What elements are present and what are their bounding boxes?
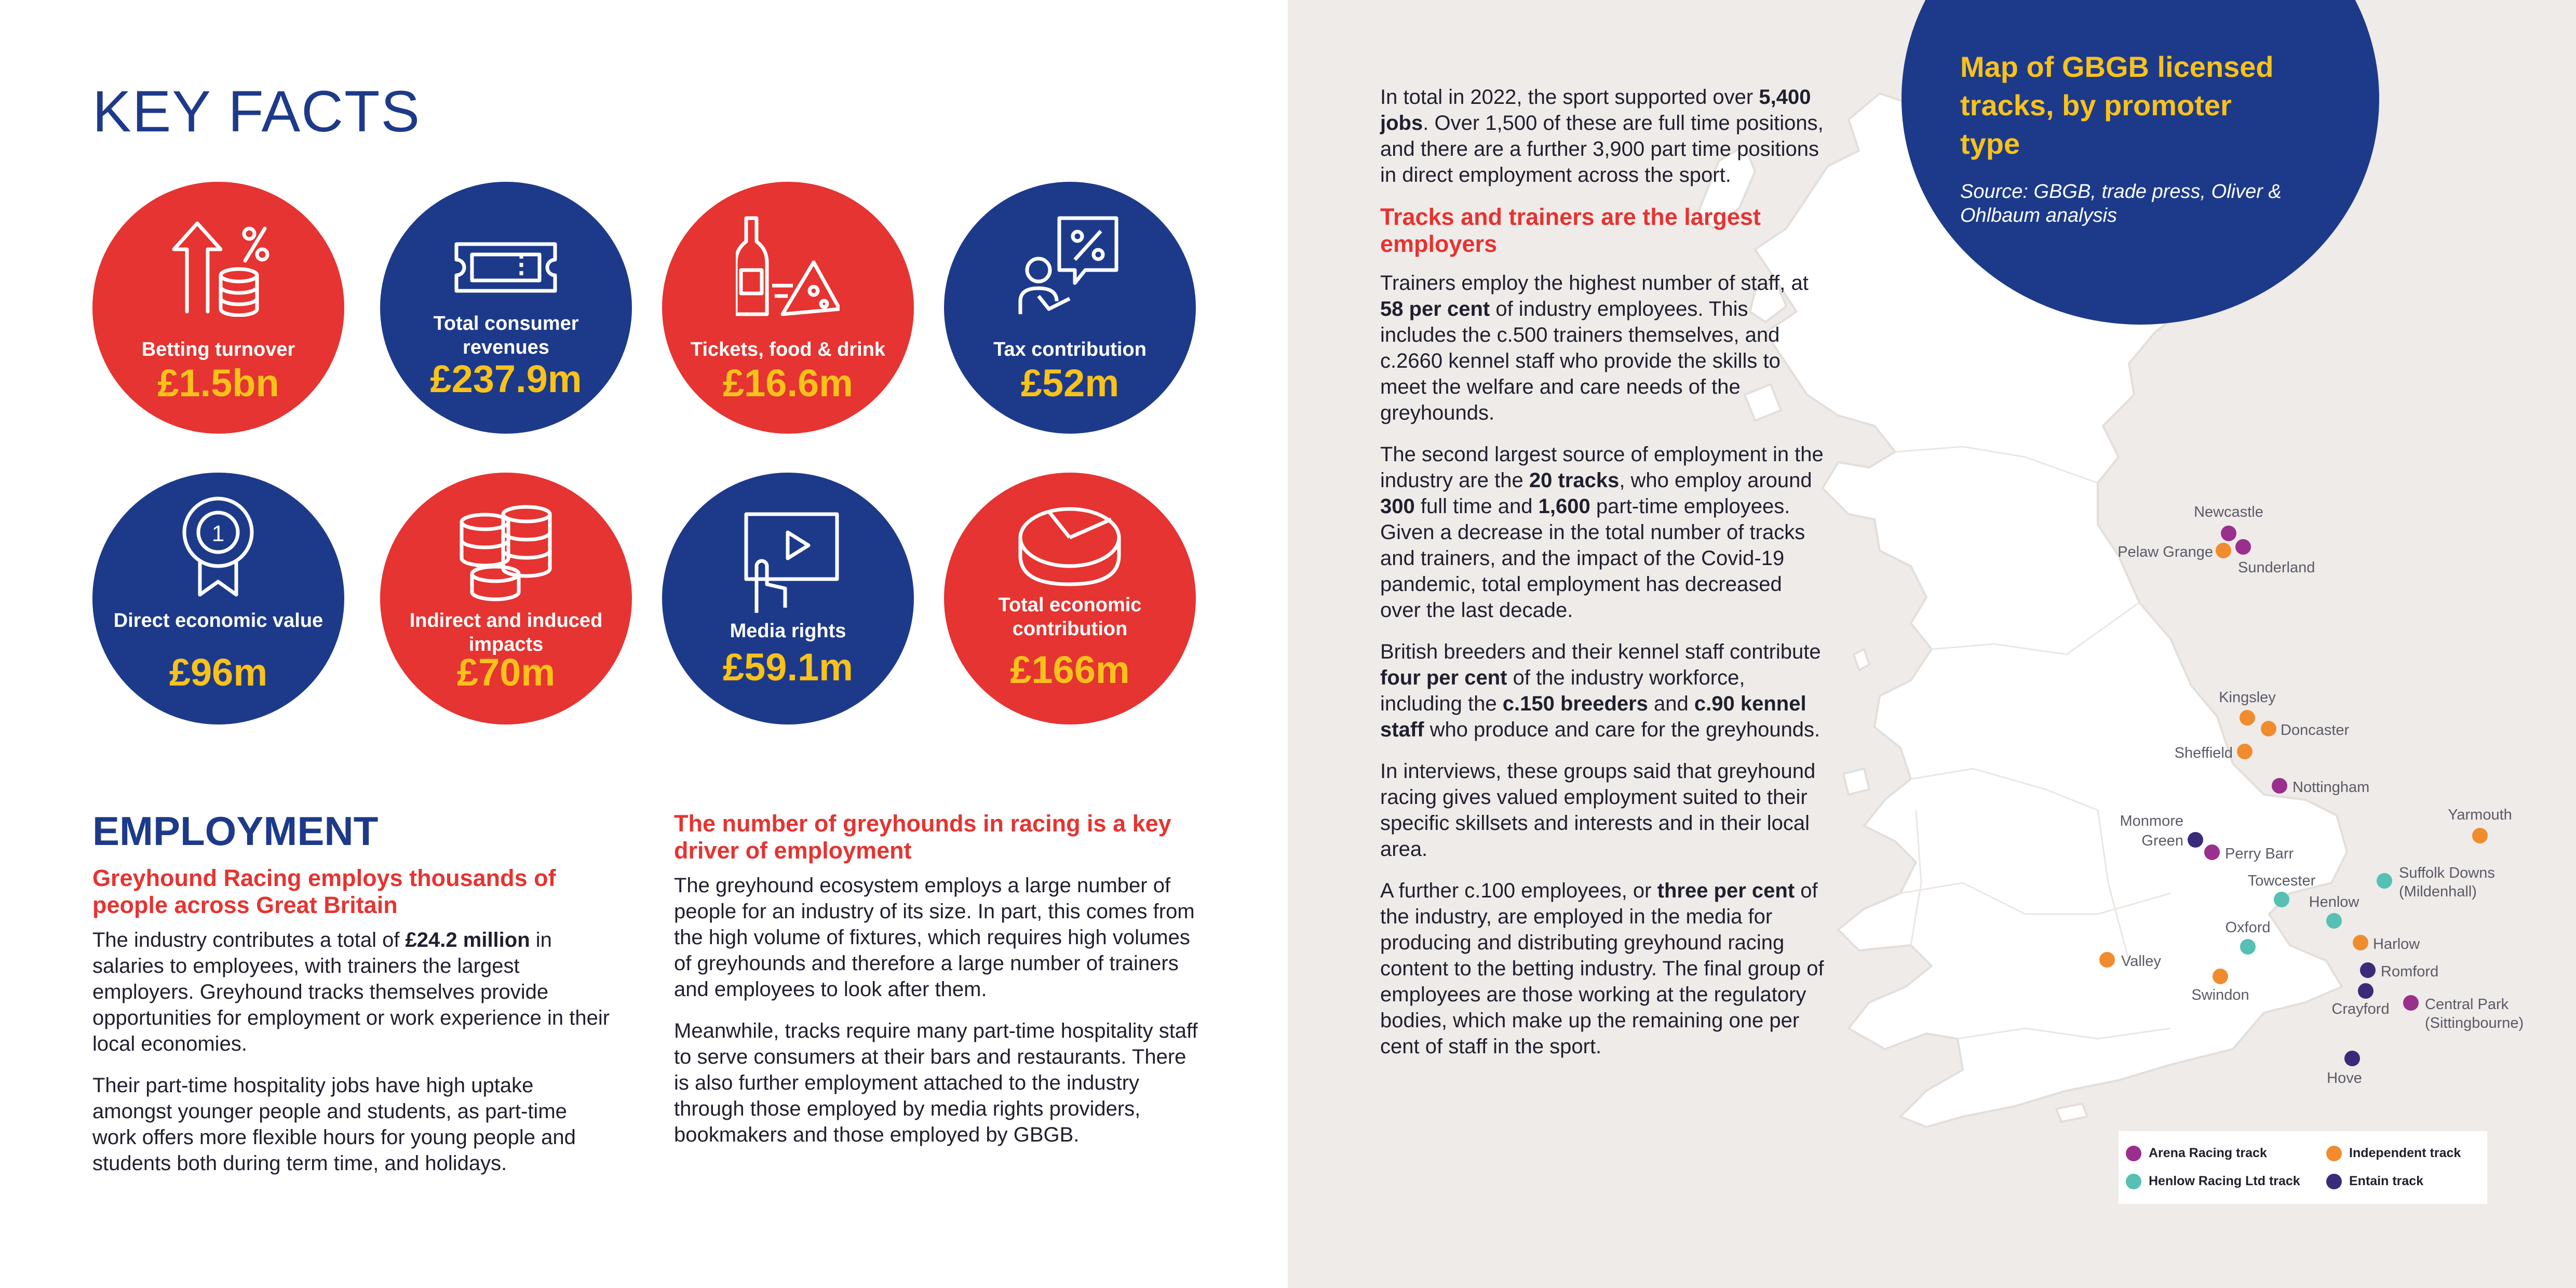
- track-label: Doncaster: [2281, 722, 2350, 739]
- pie-chart-icon: [1018, 499, 1122, 602]
- track-label: Perry Barr: [2225, 846, 2294, 862]
- fact-tickets-food-drink: [662, 182, 914, 434]
- tracks-trainers-subheading: Tracks and trainers are the largest employers: [1380, 204, 1761, 257]
- track-label: Newcastle: [2194, 504, 2263, 520]
- fact-label: Tickets, food & drink: [690, 339, 886, 360]
- coins-icon: [454, 501, 558, 605]
- track-dot-suffolk-downs-mildenhall: [2377, 873, 2392, 889]
- track-label: Valley: [2121, 953, 2161, 970]
- track-label: Sunderland: [2238, 559, 2315, 576]
- legend-dot-independent: [2326, 1146, 2342, 1161]
- track-dot-central-park-sittingbourne: [2403, 995, 2419, 1011]
- fact-label: Tax contribution: [993, 339, 1147, 360]
- right-column-body: [1380, 84, 1827, 1075]
- track-dot-pelaw-grange: [2216, 543, 2231, 558]
- legend-entain: Entain track: [2326, 1174, 2423, 1189]
- tax-speech-icon: [1018, 213, 1122, 317]
- intro-paragraph: In total in 2022, the sport supported over 5,400 jobs. Over 1,500 of these are full time positions, and there are a further 3,900 part time positions in direct employment across the sport.: [1380, 86, 1824, 186]
- track-dot-sheffield: [2237, 744, 2253, 759]
- legend-arena: Arena Racing track: [2126, 1146, 2267, 1161]
- ticket-icon: [454, 213, 558, 317]
- track-label: Suffolk Downs: [2399, 865, 2495, 881]
- fact-media-rights: [662, 473, 914, 725]
- fact-betting-turnover: [92, 182, 344, 434]
- fact-label: Betting turnover: [141, 339, 295, 360]
- track-dot-sunderland: [2235, 539, 2251, 555]
- track-label: Oxford: [2225, 919, 2271, 936]
- legend-henlow: Henlow Racing Ltd track: [2126, 1174, 2300, 1189]
- fact-value: £166m: [1010, 648, 1130, 691]
- island-man: [1854, 649, 1869, 670]
- svg-text:1: 1: [211, 521, 225, 546]
- trainers-paragraph: Trainers employ the highest number of staff, at 58 per cent of industry employees. This includes the c.500 trainers themselves, and c.2660 kennel staff who provide the skills to meet the welfare and care needs of the greyhounds.: [1380, 272, 1809, 424]
- track-label: (Sittingbourne): [2425, 1015, 2524, 1031]
- track-dot-henlow: [2326, 913, 2342, 929]
- track-label: Towcester: [2247, 873, 2316, 889]
- fact-label: Total consumer revenues: [433, 313, 579, 358]
- track-dot-romford: [2360, 962, 2376, 978]
- track-label: Yarmouth: [2448, 807, 2512, 823]
- further-paragraph: A further c.100 employees, or three per cent of the industry, are employed in the media for producing and distributing greyhound racing content to the betting industry. The final group of employees are those working at the regulatory bodies, which make up the remaining one per cent of staff in the sport.: [1380, 879, 1824, 1058]
- track-dot-swindon: [2213, 969, 2228, 984]
- employment-paragraph-1: The industry contributes a total of £24.2 million in salaries to employees, with trainers the largest employers. Greyhound tracks themselves provide opportunities for employment or work experience in their local economies.: [92, 929, 610, 1055]
- track-label: Hove: [2327, 1070, 2362, 1086]
- track-dot-yarmouth: [2472, 828, 2488, 843]
- track-label: Pelaw Grange: [2118, 544, 2213, 560]
- fact-value: £59.1m: [723, 646, 853, 689]
- track-dot-perry-barr: [2204, 844, 2220, 860]
- screen-touch-icon: [736, 509, 840, 613]
- fact-indirect-induced: [380, 473, 632, 725]
- greyhounds-body: [674, 873, 1204, 1163]
- track-label: Harlow: [2373, 936, 2420, 952]
- fact-label: Direct economic value: [113, 610, 323, 632]
- employment-paragraph-2: Their part-time hospitality jobs have high uptake amongst younger people and students, as part-time work offers more flexible hours for young people and students both during term time, and holidays.: [92, 1074, 576, 1175]
- track-dot-harlow: [2353, 935, 2368, 950]
- greyhounds-paragraph-2: Meanwhile, tracks require many part-time hospitality staff to serve consumers at their bars and restaurants. There is also further employment attached to the industry through those employed by media rights providers, bookmakers and those employed by GBGB.: [674, 1019, 1198, 1146]
- track-dot-towcester: [2274, 892, 2289, 907]
- fact-value: £237.9m: [430, 357, 582, 400]
- track-label: Crayford: [2331, 1001, 2390, 1017]
- employment-subheading: Greyhound Racing employs thousands of people across Great Britain: [92, 865, 556, 918]
- track-label: Green: [2141, 833, 2183, 849]
- legend-dot-arena: [2126, 1146, 2141, 1161]
- map-title: Map of GBGB licensed tracks, by promoter type: [1960, 50, 2274, 160]
- track-dot-crayford: [2358, 983, 2373, 999]
- track-dot-oxford: [2240, 939, 2256, 955]
- fact-value: £70m: [456, 651, 556, 694]
- track-label: Kingsley: [2219, 689, 2276, 706]
- second-source-paragraph: The second largest source of employment in the industry are the 20 tracks, who employ around 300 full time and 1,600 part-time employees. Given a decrease in the total number of tracks and trainers, and the impact of the Covid-19 pandemic, total employment has decreased over the last decade.: [1380, 443, 1824, 622]
- fact-label: Media rights: [730, 620, 846, 642]
- greyhounds-subheading: The number of greyhounds in racing is a key driver of employment: [674, 810, 1171, 864]
- track-label: Sheffield: [2174, 745, 2233, 761]
- track-label: Monmore: [2120, 813, 2183, 829]
- legend-independent: Independent track: [2326, 1146, 2461, 1161]
- map-source: Source: GBGB, trade press, Oliver & Ohlbaum analysis: [1960, 181, 2282, 226]
- fact-direct-economic-value: [92, 473, 344, 725]
- map-legend: [2119, 1131, 2487, 1204]
- track-dot-kingsley: [2240, 710, 2255, 726]
- key-facts-title: KEY FACTS: [92, 79, 421, 144]
- employment-heading: EMPLOYMENT: [92, 808, 379, 854]
- fact-label: Indirect and induced impacts: [409, 610, 603, 655]
- track-dot-nottingham: [2272, 778, 2287, 794]
- island-anglesey: [1843, 769, 1869, 795]
- interviews-paragraph: In interviews, these groups said that greyhound racing gives valued employment suited to their specific skillsets and interests and in their local area.: [1380, 760, 1816, 861]
- fact-consumer-revenues: [380, 182, 632, 434]
- track-label: Swindon: [2191, 987, 2249, 1003]
- fact-value: £52m: [1020, 361, 1120, 405]
- fact-value: £16.6m: [723, 361, 853, 405]
- track-dot-valley: [2099, 952, 2115, 968]
- track-label: Henlow: [2309, 894, 2359, 910]
- employment-body: [92, 927, 612, 1192]
- fact-tax-contribution: [944, 182, 1196, 434]
- track-label: Romford: [2381, 963, 2439, 980]
- track-dot-monmore-green: [2188, 832, 2203, 848]
- legend-dot-entain: [2326, 1174, 2342, 1189]
- island-wight: [2056, 1104, 2087, 1122]
- growth-percent-icon: [166, 213, 270, 317]
- legend-dot-henlow: [2126, 1174, 2141, 1189]
- bottle-pizza-icon: [736, 213, 840, 317]
- rosette-icon: [166, 493, 270, 597]
- track-dot-hove: [2344, 1051, 2360, 1066]
- track-label: (Mildenhall): [2399, 883, 2477, 900]
- track-label: Nottingham: [2292, 779, 2370, 796]
- fact-value: £1.5bn: [157, 361, 279, 405]
- fact-value: £96m: [169, 651, 268, 694]
- track-dot-newcastle: [2221, 526, 2236, 541]
- fact-total-economic-contribution: [944, 473, 1196, 725]
- breeders-paragraph: British breeders and their kennel staff contribute four per cent of the industry workforce, including the c.150 breeders and c.90 kennel staff who produce and care for the greyhounds.: [1380, 640, 1821, 741]
- track-label: Central Park: [2425, 996, 2509, 1013]
- fact-label: Total economic contribution: [998, 594, 1142, 640]
- greyhounds-paragraph-1: The greyhound ecosystem employs a large number of people for an industry of its size. In part, this comes from the high volume of fixtures, which requires high volumes of greyhounds and therefore a large number of trainers and employees to look after them.: [674, 874, 1195, 1001]
- track-dot-doncaster: [2261, 721, 2276, 736]
